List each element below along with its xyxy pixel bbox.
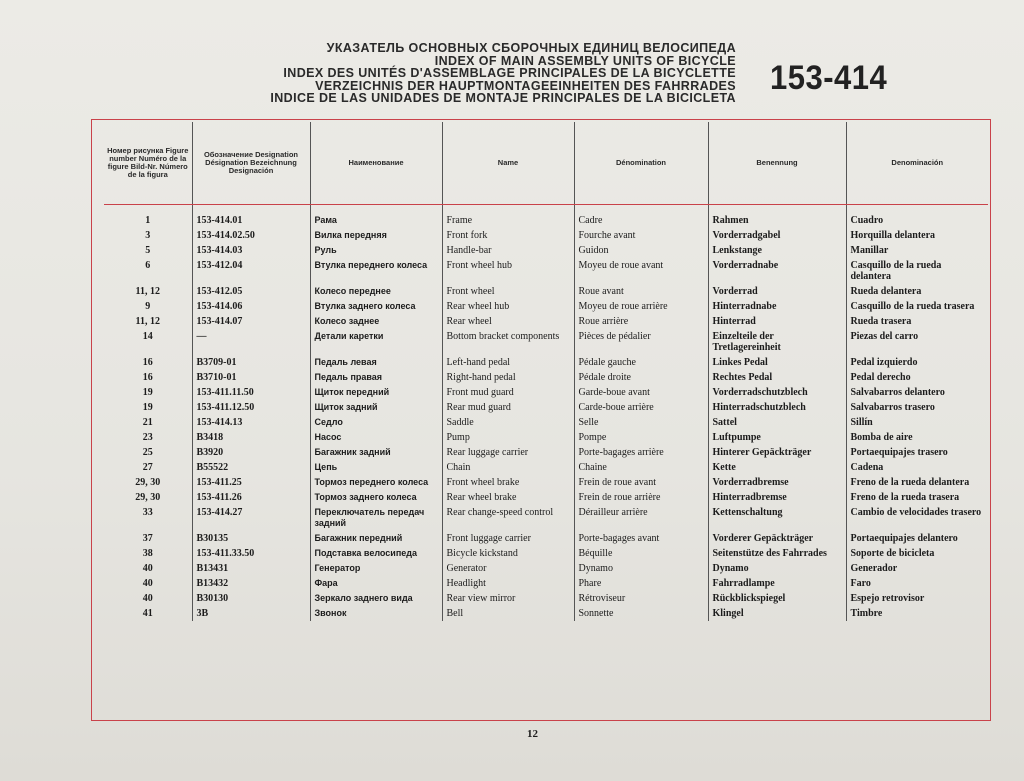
name-russian-cell: Багажник передний [310,531,442,546]
table-row [104,576,988,591]
figure-number-cell: 19 [142,402,153,413]
figure-number-cell: 11, 12 [135,316,160,327]
designation-cell: B30130 [192,591,310,606]
name-german-cell: Seitenstütze des Fahrrades [708,546,846,561]
designation-cell: 153-414.02.50 [192,228,310,243]
name-german-cell: Einzelteile der Tretlagereinheit [708,329,846,355]
table-row [104,205,988,229]
name-french-cell: Pédale gauche [574,355,708,370]
column-header-english: Name [442,122,574,205]
designation-cell: B3920 [192,445,310,460]
name-german-cell: Klingel [708,606,846,621]
name-english-cell: Generator [442,561,574,576]
name-french-cell: Chaine [574,460,708,475]
name-english-cell: Front mud guard [442,385,574,400]
name-french-cell: Porte-bagages avant [574,531,708,546]
name-spanish-cell: Salvabarros delantero [846,385,988,400]
name-russian-cell: Тормоз переднего колеса [310,475,442,490]
name-spanish-cell: Espejo retrovisor [846,591,988,606]
name-english-cell: Rear view mirror [442,591,574,606]
figure-number-cell: 40 [142,563,153,574]
name-spanish-cell: Portaequipajes delantero [846,531,988,546]
name-russian-cell: Рама [310,205,442,229]
designation-cell: 153-412.04 [192,258,310,284]
figure-number-cell: 23 [142,432,153,443]
name-russian-cell: Вилка передняя [310,228,442,243]
name-german-cell: Kettenschaltung [708,505,846,531]
name-german-cell: Hinterradnabe [708,299,846,314]
figure-number-cell: 16 [142,372,153,383]
page-number: 12 [527,728,538,740]
table-row [104,606,988,621]
designation-cell: B30135 [192,531,310,546]
title-es: INDICE DE LAS UNIDADES DE MONTAJE PRINCIPALES DE LA BICICLETA [270,91,736,105]
name-spanish-cell: Generador [846,561,988,576]
name-spanish-cell: Cuadro [846,205,988,229]
name-russian-cell: Втулка переднего колеса [310,258,442,284]
table-row [104,445,988,460]
name-spanish-cell: Manillar [846,243,988,258]
table-row [104,561,988,576]
model-code: 153-414 [770,58,888,97]
name-german-cell: Vorderrad [708,284,846,299]
designation-cell: 3B [192,606,310,621]
figure-number-cell: 41 [142,608,153,619]
name-russian-cell: Подставка велосипеда [310,546,442,561]
table-row [104,385,988,400]
name-russian-cell: Колесо заднее [310,314,442,329]
name-french-cell: Fourche avant [574,228,708,243]
name-english-cell: Chain [442,460,574,475]
name-german-cell: Vorderradschutzblech [708,385,846,400]
figure-number-cell: 38 [142,548,153,559]
name-french-cell: Roue avant [574,284,708,299]
name-english-cell: Bell [442,606,574,621]
figure-number-cell: 3 [145,230,151,241]
name-german-cell: Rückblickspiegel [708,591,846,606]
name-spanish-cell: Freno de la rueda trasera [846,490,988,505]
name-english-cell: Rear luggage carrier [442,445,574,460]
table-row [104,400,988,415]
name-russian-cell: Втулка заднего колеса [310,299,442,314]
name-russian-cell: Генератор [310,561,442,576]
designation-cell: 153-412.05 [192,284,310,299]
name-english-cell: Saddle [442,415,574,430]
name-french-cell: Dynamo [574,561,708,576]
name-spanish-cell: Casquillo de la rueda delantera [846,258,988,284]
table-row [104,531,988,546]
name-french-cell: Garde-boue avant [574,385,708,400]
table-row [104,415,988,430]
table-row [104,284,988,299]
name-russian-cell: Цепь [310,460,442,475]
figure-number-cell: 40 [142,578,153,589]
name-spanish-cell: Cambio de velocidades trasero [846,505,988,531]
designation-cell: B3418 [192,430,310,445]
designation-cell: 153-411.25 [192,475,310,490]
name-german-cell: Luftpumpe [708,430,846,445]
designation-cell: 153-414.03 [192,243,310,258]
name-french-cell: Pièces de pédalier [574,329,708,355]
name-french-cell: Guidon [574,243,708,258]
table-row [104,546,988,561]
title-en: INDEX OF MAIN ASSEMBLY UNITS OF BICYCLE [434,53,736,68]
table-row [104,314,988,329]
figure-number-cell: 1 [145,215,151,226]
name-german-cell: Fahrradlampe [708,576,846,591]
column-header-spanish: Denominación [846,122,988,205]
table-row [104,243,988,258]
name-german-cell: Hinterradschutzblech [708,400,846,415]
designation-cell: 153-411.33.50 [192,546,310,561]
figure-number-cell: 27 [142,462,153,473]
designation-cell: 153-411.11.50 [192,385,310,400]
name-english-cell: Rear wheel brake [442,490,574,505]
table-row [104,329,988,355]
name-french-cell: Béquille [574,546,708,561]
designation-cell: — [192,329,310,355]
name-german-cell: Sattel [708,415,846,430]
name-russian-cell: Педаль левая [310,355,442,370]
name-german-cell: Vorderer Gepäckträger [708,531,846,546]
name-english-cell: Bottom bracket components [442,329,574,355]
name-english-cell: Right-hand pedal [442,370,574,385]
name-english-cell: Frame [442,205,574,229]
name-spanish-cell: Rueda delantera [846,284,988,299]
name-french-cell: Phare [574,576,708,591]
name-spanish-cell: Portaequipajes trasero [846,445,988,460]
name-spanish-cell: Faro [846,576,988,591]
name-english-cell: Front fork [442,228,574,243]
name-english-cell: Rear wheel hub [442,299,574,314]
name-spanish-cell: Horquilla delantera [846,228,988,243]
table-row [104,228,988,243]
name-spanish-cell: Timbre [846,606,988,621]
name-spanish-cell: Rueda trasera [846,314,988,329]
title-ru: УКАЗАТЕЛЬ ОСНОВНЫХ СБОРОЧНЫХ ЕДИНИЦ ВЕЛОСИПЕДА [326,41,736,55]
name-russian-cell: Переключатель передач задний [310,505,442,531]
designation-cell: B3710-01 [192,370,310,385]
name-french-cell: Cadre [574,205,708,229]
name-french-cell: Frein de roue arrière [574,490,708,505]
name-english-cell: Front wheel brake [442,475,574,490]
name-english-cell: Front wheel [442,284,574,299]
name-german-cell: Hinterrad [708,314,846,329]
name-russian-cell: Колесо переднее [310,284,442,299]
name-english-cell: Headlight [442,576,574,591]
title-de: VERZEICHNIS DER HAUPTMONTAGEEINHEITEN DES FAHRRADES [315,78,736,93]
name-russian-cell: Звонок [310,606,442,621]
name-german-cell: Rahmen [708,205,846,229]
name-english-cell: Handle-bar [442,243,574,258]
figure-number-cell: 5 [145,245,151,256]
figure-number-cell: 29, 30 [135,477,161,488]
name-russian-cell: Щиток задний [310,400,442,415]
name-english-cell: Front luggage carrier [442,531,574,546]
figure-number-cell: 25 [142,447,153,458]
figure-number-cell: 16 [142,357,153,368]
name-english-cell: Left-hand pedal [442,355,574,370]
designation-cell: 153-411.12.50 [192,400,310,415]
figure-number-cell: 29, 30 [135,492,161,503]
name-russian-cell: Зеркало заднего вида [310,591,442,606]
name-english-cell: Rear change-speed control [442,505,574,531]
name-german-cell: Dynamo [708,561,846,576]
figure-number-cell: 6 [145,260,151,271]
figure-number-cell: 14 [142,331,153,342]
name-russian-cell: Насос [310,430,442,445]
designation-cell: 153-414.13 [192,415,310,430]
name-english-cell: Rear mud guard [442,400,574,415]
column-header-designation: Обозначение Designation Désignation Bezeichnung Designación [192,122,310,205]
name-german-cell: Hinterer Gepäckträger [708,445,846,460]
designation-cell: B13432 [192,576,310,591]
designation-cell: 153-414.27 [192,505,310,531]
designation-cell: 153-414.06 [192,299,310,314]
name-french-cell: Pédale droite [574,370,708,385]
name-russian-cell: Педаль правая [310,370,442,385]
name-french-cell: Moyeu de roue arrière [574,299,708,314]
figure-number-cell: 40 [142,593,153,604]
name-english-cell: Rear wheel [442,314,574,329]
table-row [104,460,988,475]
designation-cell: 153-411.26 [192,490,310,505]
designation-cell: 153-414.07 [192,314,310,329]
table-row [104,490,988,505]
title-fr: INDEX DES UNITÉS D'ASSEMBLAGE PRINCIPALES DE LA BICYCLETTE [283,66,736,80]
name-german-cell: Vorderradbremse [708,475,846,490]
name-french-cell: Selle [574,415,708,430]
designation-cell: B3709-01 [192,355,310,370]
table-row [104,591,988,606]
name-german-cell: Vorderradgabel [708,228,846,243]
name-french-cell: Rétroviseur [574,591,708,606]
table-row [104,475,988,490]
name-french-cell: Roue arrière [574,314,708,329]
column-header-french: Dénomination [574,122,708,205]
name-english-cell: Bicycle kickstand [442,546,574,561]
name-english-cell: Front wheel hub [442,258,574,284]
name-french-cell: Moyeu de roue avant [574,258,708,284]
table-body [104,205,988,622]
name-german-cell: Linkes Pedal [708,355,846,370]
table-row [104,355,988,370]
figure-number-cell: 11, 12 [135,286,160,297]
name-russian-cell: Седло [310,415,442,430]
figure-number-cell: 37 [142,533,153,544]
column-header-german: Benennung [708,122,846,205]
designation-cell: B13431 [192,561,310,576]
column-header-figure: Номер рисунка Figure number Numéro de la figure Bild-Nr. Número de la figura [104,122,192,205]
name-russian-cell: Руль [310,243,442,258]
name-german-cell: Rechtes Pedal [708,370,846,385]
name-spanish-cell: Soporte de bicicleta [846,546,988,561]
name-spanish-cell: Pedal derecho [846,370,988,385]
name-french-cell: Sonnette [574,606,708,621]
name-german-cell: Hinterradbremse [708,490,846,505]
figure-number-cell: 21 [142,417,153,428]
name-french-cell: Dérailleur arrière [574,505,708,531]
name-french-cell: Frein de roue avant [574,475,708,490]
name-spanish-cell: Pedal izquierdo [846,355,988,370]
name-russian-cell: Багажник задний [310,445,442,460]
name-spanish-cell: Sillín [846,415,988,430]
column-header-russian: Наименование [310,122,442,205]
name-french-cell: Porte-bagages arrière [574,445,708,460]
figure-number-cell: 9 [145,301,151,312]
table-header-row [104,122,988,205]
table-row [104,370,988,385]
name-french-cell: Carde-boue arrière [574,400,708,415]
table-row [104,258,988,284]
name-german-cell: Lenkstange [708,243,846,258]
index-titles [196,42,736,105]
name-spanish-cell: Cadena [846,460,988,475]
table-row [104,430,988,445]
name-spanish-cell: Bomba de aire [846,430,988,445]
figure-number-cell: 19 [142,387,153,398]
name-spanish-cell: Casquillo de la rueda trasera [846,299,988,314]
name-russian-cell: Тормоз заднего колеса [310,490,442,505]
table-row [104,299,988,314]
name-french-cell: Pompe [574,430,708,445]
figure-number-cell: 33 [142,507,153,518]
name-german-cell: Kette [708,460,846,475]
name-spanish-cell: Freno de la rueda delantera [846,475,988,490]
table-row [104,505,988,531]
designation-cell: B55522 [192,460,310,475]
name-german-cell: Vorderradnabe [708,258,846,284]
name-russian-cell: Щиток передний [310,385,442,400]
name-english-cell: Pump [442,430,574,445]
assembly-index-table [104,122,988,621]
name-spanish-cell: Piezas del carro [846,329,988,355]
name-russian-cell: Детали каретки [310,329,442,355]
name-spanish-cell: Salvabarros trasero [846,400,988,415]
name-russian-cell: Фара [310,576,442,591]
designation-cell: 153-414.01 [192,205,310,229]
